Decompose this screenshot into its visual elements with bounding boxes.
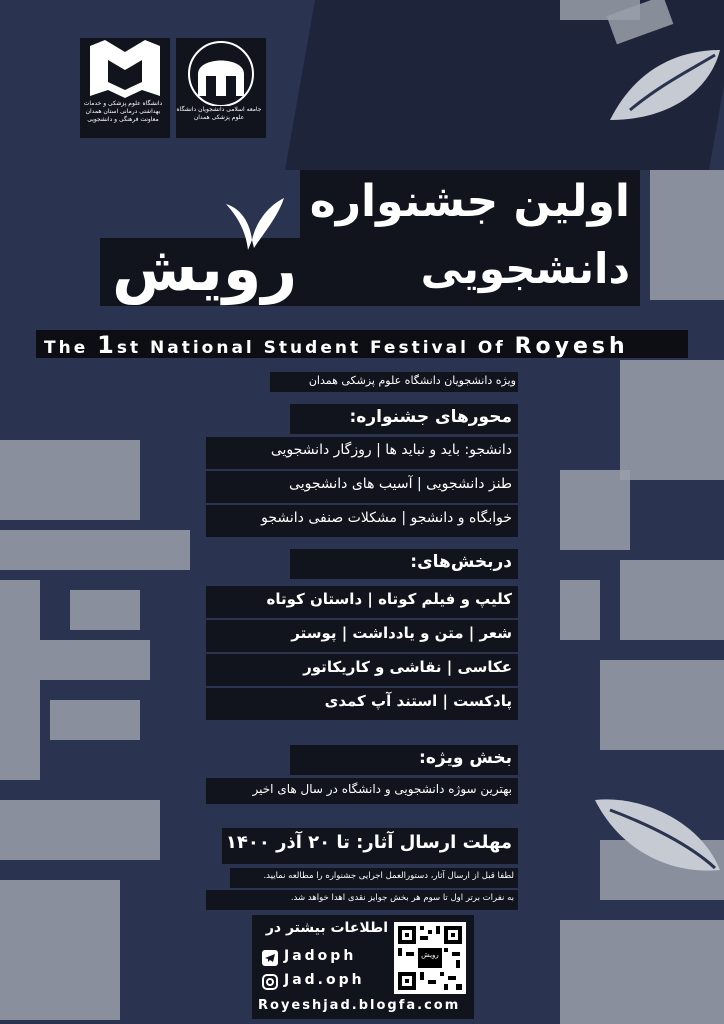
english-subtitle-number: 1 xyxy=(97,331,117,359)
book-emblem-icon xyxy=(80,38,170,100)
bg-shape-18 xyxy=(560,920,724,1024)
english-subtitle xyxy=(44,331,629,359)
section-item-1: کلیپ و فیلم کوتاه | داستان کوتاه xyxy=(266,590,512,608)
bg-shape-15 xyxy=(0,800,160,860)
deadline-title: مهلت ارسال آثار: تا ۲۰ آذر ۱۴۰۰ xyxy=(225,832,512,853)
section-item-3: عکاسی | نقاشی و کاریکاتور xyxy=(303,658,512,676)
deadline-note-2: به نفرات برتر اول تا سوم هر بخش جوایز نقدی اهدا خواهد شد. xyxy=(290,893,514,903)
university-logo-caption: دانشگاه علوم پزشکی و خدمات بهداشتی درمانی استان همدان معاونت فرهنگی و دانشجویی xyxy=(83,100,163,123)
dome-emblem-icon xyxy=(176,38,266,106)
instagram-icon xyxy=(262,974,278,990)
bg-shape-6 xyxy=(620,560,724,640)
telegram-handle[interactable]: Jadoph xyxy=(284,948,357,964)
audience-text: ویژه دانشجویان دانشگاه علوم پزشکی همدان xyxy=(308,374,516,387)
leaf-decoration-bottom-right xyxy=(590,790,724,880)
contact-heading: اطلاعات بیشتر در xyxy=(265,920,388,936)
english-subtitle-brand: Royesh xyxy=(514,334,629,359)
theme-item-1: دانشجو: باید و نباید ها | روزگار دانشجویی xyxy=(270,442,512,458)
deadline-note-1: لطفا قبل از ارسال آثار، دستورالعمل اجرایی جشنواره را مطالعه نمایید. xyxy=(263,871,514,881)
leaf-decoration-top-right xyxy=(600,40,724,130)
english-subtitle-pre: The xyxy=(44,338,89,358)
sprout-icon xyxy=(218,192,288,252)
title-brand: رویش xyxy=(112,232,298,305)
bg-shape-7 xyxy=(600,660,724,750)
sections-heading: دربخش‌های: xyxy=(410,552,512,572)
bg-shape-13 xyxy=(40,640,150,680)
bg-shape-8 xyxy=(560,580,600,640)
theme-item-3: خوابگاه و دانشجو | مشکلات صنفی دانشجو xyxy=(261,510,512,526)
bg-shape-5 xyxy=(560,470,630,550)
themes-heading: محورهای جشنواره: xyxy=(349,407,512,427)
telegram-icon xyxy=(262,950,278,966)
bg-shape-3 xyxy=(650,170,724,300)
title-line2-prefix: دانشجویی xyxy=(420,244,630,293)
special-item: بهترین سوژه دانشجویی و دانشگاه در سال های اخیر xyxy=(252,782,512,796)
bg-shape-16 xyxy=(0,880,120,1020)
university-logo xyxy=(80,38,170,138)
bg-shape-14 xyxy=(50,700,140,740)
qr-code[interactable] xyxy=(394,922,466,994)
bg-shape-11 xyxy=(0,580,40,780)
website-link[interactable]: Royeshjad.blogfa.com xyxy=(258,998,461,1013)
bg-shape-4 xyxy=(620,360,724,480)
section-item-4: پادکست | استند آپ کمدی xyxy=(324,692,512,710)
qr-center-label: رویش xyxy=(421,951,439,959)
theme-item-2: طنز دانشجویی | آسیب های دانشجویی xyxy=(289,476,512,492)
english-subtitle-mid: st National Student Festival Of xyxy=(116,338,506,358)
special-heading: بخش ویژه: xyxy=(419,748,512,768)
bg-shape-9 xyxy=(0,440,140,520)
student-association-logo xyxy=(176,38,266,138)
student-association-caption: جامعه اسلامی دانشجویان دانشگاه علوم پزشکی همدان xyxy=(176,106,262,121)
bg-shape-12 xyxy=(70,590,140,630)
title-line1: اولین جشنواره xyxy=(309,176,630,227)
instagram-handle[interactable]: Jad.oph xyxy=(284,972,365,988)
section-item-2: شعر | متن و یادداشت | پوستر xyxy=(291,624,512,642)
bg-shape-10 xyxy=(0,530,190,570)
